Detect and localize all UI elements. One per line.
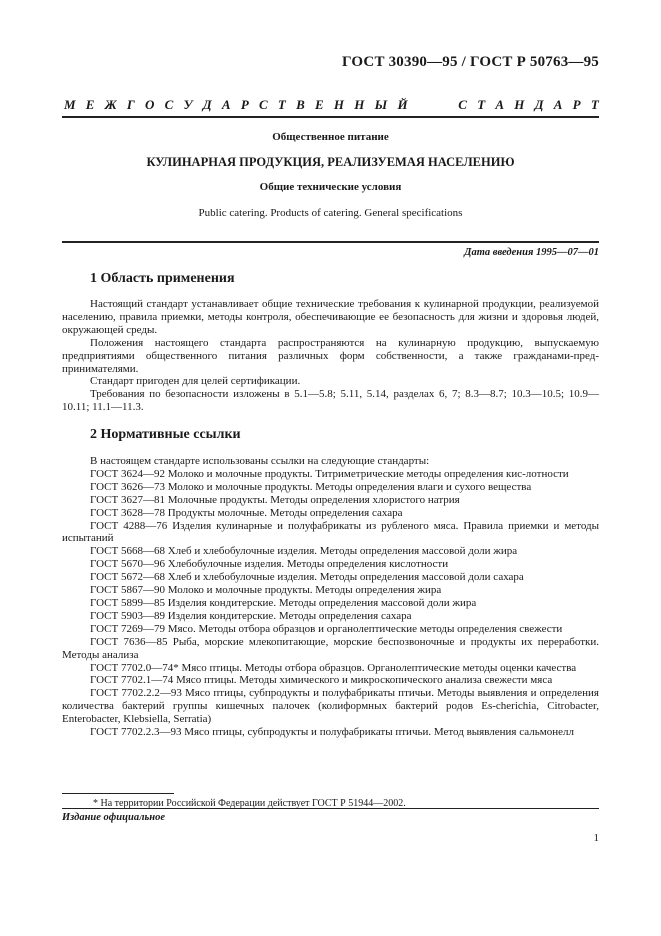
reference-item: ГОСТ 3626—73 Молоко и молочные продукты. Методы определения влаги и сухого вещества [90, 480, 532, 493]
paragraph: Стандарт пригоден для целей сертификации. [90, 375, 301, 388]
section-1-body [62, 298, 599, 414]
banner-letter: Е [85, 97, 95, 112]
banner-letter: У [183, 97, 193, 112]
reference-item: ГОСТ 5903—89 Изделия кондитерские. Методы определения сахара [90, 609, 412, 622]
page-number: 1 [593, 832, 599, 844]
banner-letter: Н [514, 97, 525, 112]
banner-letter: С [458, 97, 467, 112]
banner-gap [418, 97, 421, 113]
top-rule [62, 116, 599, 118]
document-title: КУЛИНАРНАЯ ПРОДУКЦИЯ, РЕАЛИЗУЕМАЯ НАСЕЛЕНИЮ [146, 155, 515, 169]
standard-code: ГОСТ 30390—95 / ГОСТ Р 50763—95 [342, 54, 599, 70]
banner-letter: Ы [374, 97, 388, 112]
footnote-rule [62, 793, 174, 794]
section-2-body [62, 455, 599, 739]
subject-area: Общественное питание [272, 131, 389, 143]
banner-letter: Н [333, 97, 345, 112]
reference-item: ГОСТ 5672—68 Хлеб и хлебобулочные изделия. Методы определения массовой доли сахара [90, 571, 524, 584]
paragraph: В настоящем стандарте использованы ссылки на следующие стандарты: [90, 455, 430, 467]
banner-letter: Д [534, 97, 544, 112]
footnote: * На территории Российской Федерации действует ГОСТ Р 51944—2002. [93, 798, 406, 809]
section-2-heading: 2 Нормативные ссылки [90, 427, 241, 442]
paragraph: Требования по безопасности изложены в 5.1—5.8; 5.11, 5.14, разделах 6, 7; 8.3—8.7; 10.3—10.5; 10.9—10.11; 11.1—11.3. [62, 388, 599, 414]
section-1-heading: 1 Область применения [90, 271, 235, 286]
reference-item: ГОСТ 3628—78 Продукты молочные. Методы определения сахара [90, 506, 403, 519]
banner-letter: О [144, 97, 155, 112]
banner-letter: Р [240, 97, 249, 112]
document-subtitle: Общие технические условия [259, 181, 402, 193]
reference-item: ГОСТ 4288—76 Изделия кулинарные и полуфабрикаты из рубленого мяса. Правила приемки и методы испытаний [62, 519, 599, 545]
banner-letter: Р [572, 97, 581, 112]
reference-item: ГОСТ 5668—68 Хлеб и хлебобулочные изделия. Методы определения массовой доли жира [90, 545, 518, 558]
banner-letter: М [64, 97, 76, 112]
banner-letter: А [221, 97, 231, 112]
banner-letter: Н [354, 97, 365, 112]
banner-letter: А [495, 97, 505, 112]
banner-letter: Т [477, 97, 486, 112]
english-title: Public catering. Products of catering. General specifications [198, 207, 463, 219]
edition-rule [62, 808, 599, 809]
edition-label: Издание официальное [62, 812, 166, 823]
interstate-standard-banner [64, 97, 599, 113]
reference-item: ГОСТ 7702.1—74 Мясо птицы. Методы химического и микроскопического анализа свежести мяса [90, 674, 553, 687]
banner-letter: Й [397, 97, 408, 112]
reference-item: ГОСТ 5867—90 Молоко и молочные продукты. Методы определения жира [90, 584, 442, 597]
banner-letter: Т [590, 97, 599, 112]
reference-item: ГОСТ 3627—81 Молочные продукты. Методы определения хлористого натрия [90, 493, 460, 506]
banner-letter: А [553, 97, 563, 112]
paragraph: Настоящий стандарт устанавливает общие технические требования к кулинарной продукции, реализуемой населению, правила приемки, методы контроля, обеспечивающие ее безопасность для жизни и здоровья людей, окружающей среды. [62, 298, 599, 336]
paragraph: Положения настоящего стандарта распространяются на кулинарную продукцию, выпускаемую предприятиями общественного питания различных форм собственности, а также гражданами-пред-принимателями. [62, 336, 599, 375]
banner-letter: Г [126, 97, 135, 112]
introduction-date: Дата введения 1995—07—01 [464, 247, 599, 258]
title-rule [62, 241, 599, 243]
reference-item: ГОСТ 7636—85 Рыба, морские млекопитающие, морские беспозвоночные и продукты их переработки. Методы анализа [62, 635, 599, 661]
banner-letter: Д [202, 97, 212, 112]
banner-letter: С [164, 97, 174, 112]
banner-letter: Е [315, 97, 324, 112]
reference-item: ГОСТ 5899—85 Изделия кондитерские. Методы определения массовой доли жира [90, 596, 477, 609]
reference-item: ГОСТ 7702.0—74* Мясо птицы. Методы отбора образцов. Органолептические методы оценки качества [90, 661, 577, 674]
banner-letter: Т [277, 97, 286, 112]
reference-item: ГОСТ 7702.2.2—93 Мясо птицы, субпродукты и полуфабрикаты птичьи. Методы выявления и определения количества бактерий группы кишечных палочек (колиформных бактерий родов Es-cherichia, Citrobacter, Enterobacter, Klebsiella, Serratia) [62, 687, 599, 726]
banner-gap [431, 97, 434, 113]
reference-item: ГОСТ 5670—96 Хлебобулочные изделия. Методы определения кислотности [90, 558, 449, 571]
banner-letter: С [259, 97, 268, 112]
reference-item: ГОСТ 7702.2.3—93 Мясо птицы, субпродукты и полуфабрикаты птичьи. Метод выявления сальмонелл [90, 726, 574, 739]
banner-letter: Ж [104, 97, 117, 112]
banner-letter: В [296, 97, 305, 112]
banner-gap [445, 97, 448, 113]
reference-item: ГОСТ 7269—79 Мясо. Методы отбора образцов и органолептические методы определения свежести [90, 622, 563, 635]
reference-item: ГОСТ 3624—92 Молоко и молочные продукты. Титриметрические методы определения кис-лотности [90, 467, 569, 480]
